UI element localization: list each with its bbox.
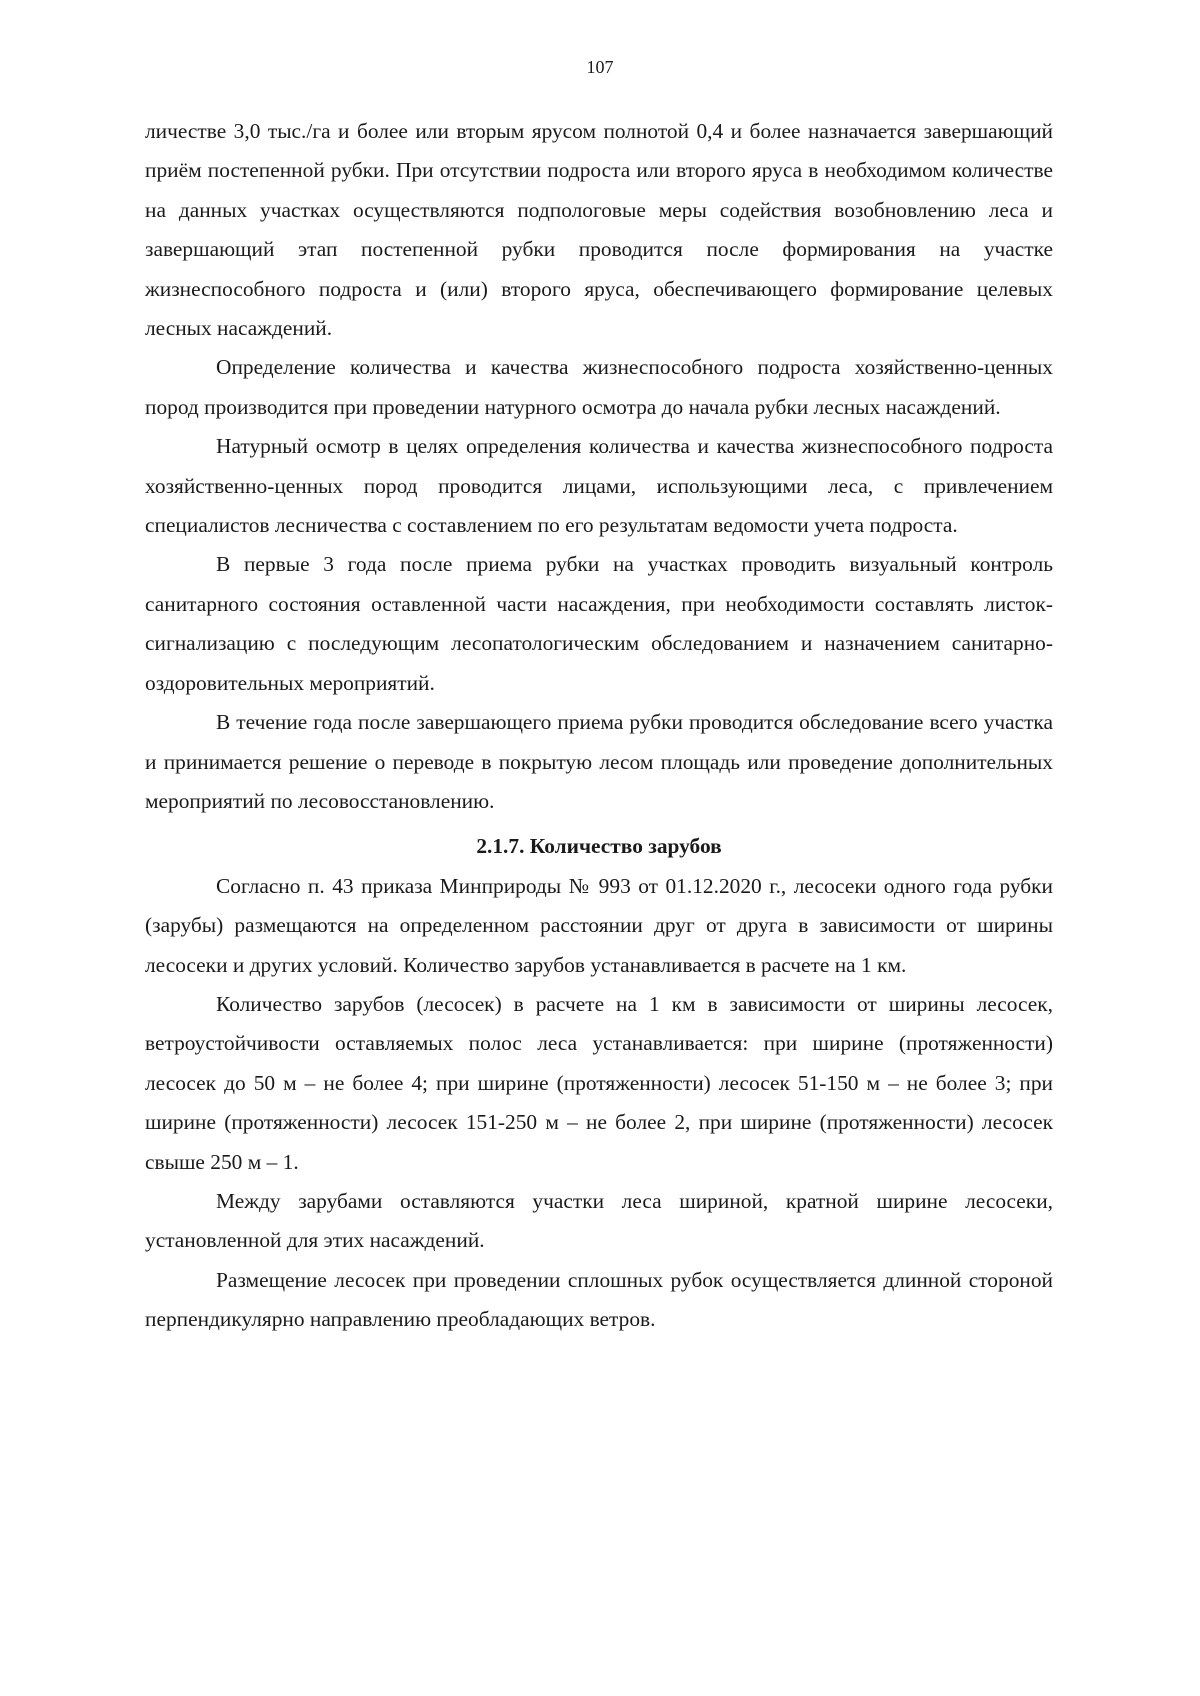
paragraph-5: В течение года после завершающего приема рубки проводится обследование всего участка и принимается решение о переводе в покрытую лесом площадь или проведение дополнительных мероприятий по лесовосстановлению. bbox=[145, 710, 1053, 813]
section-heading: 2.1.7. Количество зарубов bbox=[476, 834, 722, 859]
paragraph-2: Определение количества и качества жизнеспособного подроста хозяйственно-ценных пород производится при проведении натурного осмотра до начала рубки лесных насаждений. bbox=[145, 355, 1053, 419]
paragraph-8: Между зарубами оставляются участки леса шириной, кратной ширине лесосеки, установленной для этих насаждений. bbox=[145, 1188, 1053, 1253]
paragraph-7: Количество зарубов (лесосек) в расчете на 1 км в зависимости от ширины лесосек, ветроустойчивости оставляемых полос леса устанавливается: при ширине (протяженности) лесосек до 50 м – не более 4; при ширине (протяженности) лесосек 51-150 м – не более 3; при ширине (протяженности) лесосек 151-250 м – не более 2, при ширине (протяженности) лесосек свыше 250 м – 1. bbox=[145, 991, 1053, 1174]
paragraph-6: Согласно п. 43 приказа Минприроды № 993 от 01.12.2020 г., лесосеки одного года рубки (зарубы) размещаются на определенном расстоянии друг от друга в зависимости от ширины лесосеки и других условий. Количество зарубов устанавливается в расчете на 1 км. bbox=[145, 873, 1053, 977]
page-body bbox=[145, 112, 1053, 1340]
paragraph-1: личестве 3,0 тыс./га и более или вторым ярусом полнотой 0,4 и более назначается завершающий приём постепенной рубки. При отсутствии подроста или второго яруса в необходимом количестве на данных участках осуществляются подпологовые меры содействия возобновлению леса и завершающий этап постепенной рубки проводится после формирования на участке жизнеспособного подроста и (или) второго яруса, обеспечивающего формирование целевых лесных насаждений. bbox=[145, 119, 1053, 341]
paragraph-3: Натурный осмотр в целях определения количества и качества жизнеспособного подроста хозяйственно-ценных пород проводится лицами, использующими леса, с привлечением специалистов лесничества с составлением по его результатам ведомости учета подроста. bbox=[145, 434, 1053, 538]
paragraph-9: Размещение лесосек при проведении сплошных рубок осуществляется длинной стороной перпендикулярно направлению преобладающих ветров. bbox=[145, 1267, 1053, 1332]
paragraph-4: В первые 3 года после приема рубки на участках проводить визуальный контроль санитарного состояния оставленной части насаждения, при необходимости составлять листок-сигнализацию с последующим лесопатологическим обследованием и назначением санитарно-оздоровительных мероприятий. bbox=[145, 552, 1053, 695]
page-number: 107 bbox=[586, 57, 614, 77]
